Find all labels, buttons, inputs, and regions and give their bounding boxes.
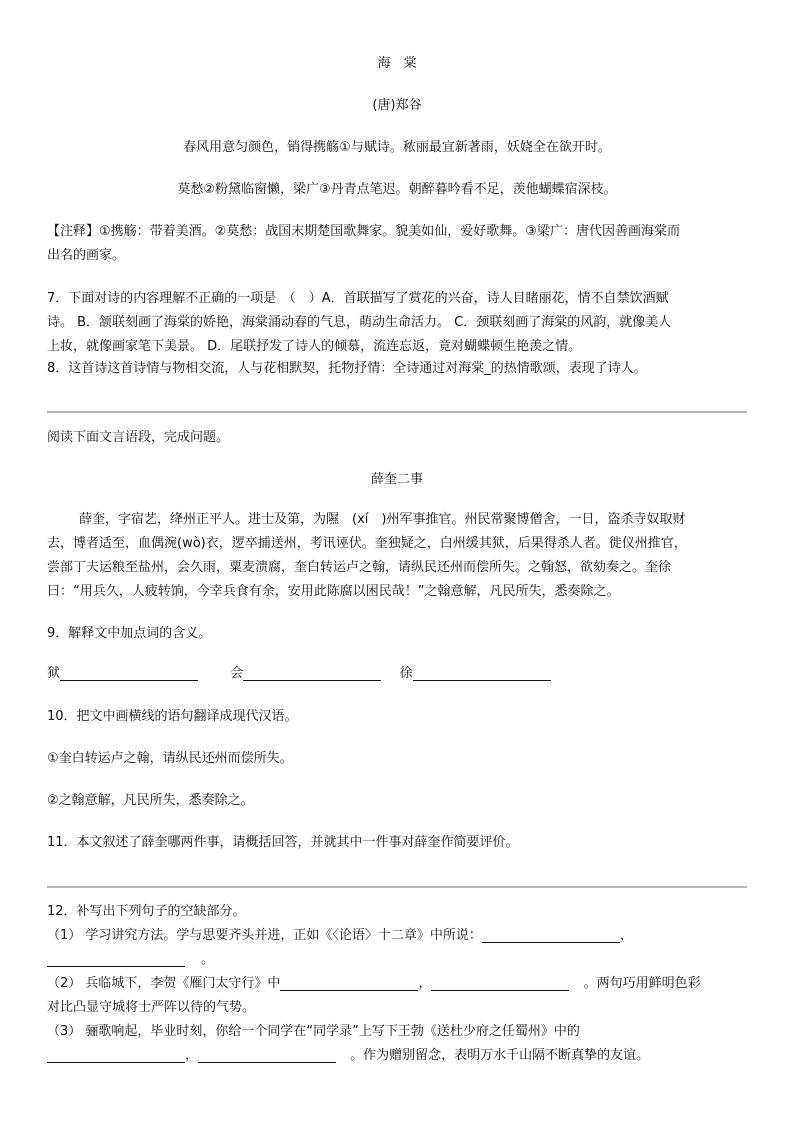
- question-7-line-2: 诗。 B．颔联刻画了海棠的娇艳，海棠涌动春的气息，萌动生命活力。 C．颈联刻画了海棠的风韵，就像美人: [47, 315, 672, 330]
- passage-line-3: 尝部丁夫运粮至盐州，会久雨，粟麦溃腐，奎白转运卢之翰，请纵民还州而偿所失。之翰怒，欲劾奏之。奎徐: [47, 560, 672, 575]
- reading-intro: 阅读下面文言语段，完成问题。: [47, 430, 230, 445]
- answer-blank-3b[interactable]: [198, 1048, 336, 1063]
- answer-blank-2b[interactable]: [431, 976, 569, 991]
- passage-line-2: 去，博者适至，血偶涴(wò)衣，逻卒捕送州，考讯诬伏。奎独疑之，白州缓其狱，后果得杀人者。徙仪州推官，: [47, 536, 687, 551]
- question-12-item-1-cont: [47, 948, 214, 967]
- question-12-item-2: [47, 972, 701, 991]
- answer-blank-3a[interactable]: [47, 1048, 185, 1063]
- item-2-label: （2）: [47, 976, 82, 991]
- passage-title: 薛奎二事: [370, 472, 423, 487]
- item-3-label: （3）: [47, 1024, 82, 1039]
- question-10-sentence-1: ①奎白转运卢之翰，请纵民还州而偿所失。: [47, 751, 293, 766]
- question-11: 11．本文叙述了薛奎哪两件事，请概括回答，并就其中一件事对薛奎作简要评价。: [47, 835, 519, 850]
- word-label-yu: 狱: [47, 666, 61, 681]
- comma: ，: [619, 928, 633, 943]
- poem-title: 海 棠: [377, 56, 417, 71]
- question-12-item-3: [47, 1020, 580, 1039]
- question-12: 12．补写出下列句子的空缺部分。: [47, 904, 246, 919]
- answer-blank-hui[interactable]: [243, 666, 381, 681]
- passage-line-4: 曰：“用兵久，人疲转饷，今幸兵食有余，安用此陈腐以困民哉！”之翰意解，凡民所失，悉奏除之。: [47, 584, 620, 599]
- question-9: 9．解释文中加点词的含义。: [47, 626, 212, 641]
- item-2-text: 兵临城下，李贺《雁门太守行》中: [85, 976, 281, 991]
- section-divider-2: [47, 886, 747, 888]
- poem-line-2: 莫愁②粉黛临窗懒，梁广③丹青点笔迟。朝醉暮吟看不足，羡他蝴蝶宿深枝。: [177, 182, 617, 197]
- comma: ，: [418, 976, 432, 991]
- question-7-line-1: 7．下面对诗的内容理解不正确的一项是 （ ）A．首联描写了赏花的兴奋，诗人目睹丽花，情不自禁饮酒赋: [47, 291, 669, 306]
- question-12-item-2-cont: 对比凸显守城将士严阵以待的气势。: [47, 1000, 256, 1015]
- question-12-item-3-cont: [47, 1044, 649, 1063]
- poem-author: (唐)郑谷: [372, 98, 422, 113]
- poem-line-1: 春风用意匀颜色，销得携觞①与赋诗。秾丽最宜新著雨，妖娆全在欲开时。: [183, 140, 611, 155]
- item-1-text: 学习讲究方法。学与思要齐头并进，正如《〈论语〉十二章》中所说：: [85, 928, 482, 943]
- passage-line-1: 薛奎，字宿艺，绛州正平人。进士及第，为隰 (xí )州军事推官。州民常聚博僧舍，一日，盗杀寺奴取财: [79, 512, 686, 527]
- period: 。: [201, 952, 215, 967]
- item-3-text: 骊歌响起，毕业时刻，你给一个同学在“同学录”上写下王勃《送杜少府之任蜀州》中的: [85, 1024, 580, 1039]
- item-1-label: （1）: [47, 928, 82, 943]
- section-divider-1: [47, 411, 747, 413]
- question-9-answers: [47, 662, 551, 681]
- word-label-xu: 徐: [399, 666, 413, 681]
- question-12-item-1: [47, 924, 633, 943]
- poem-note-line-2: 出名的画家。: [47, 248, 126, 263]
- answer-blank-1a[interactable]: [482, 928, 620, 943]
- answer-blank-xu[interactable]: [413, 666, 551, 681]
- poem-note-line-1: 【注释】①携觞：带着美酒。②莫愁：战国末期楚国歌舞家。貌美如仙，爱好歌舞。③梁广：唐代因善画海棠而: [47, 224, 680, 239]
- question-10-sentence-2: ②之翰意解，凡民所失，悉奏除之。: [47, 793, 254, 808]
- answer-blank-2a[interactable]: [280, 976, 418, 991]
- question-7-line-3: 上妆，就像画家笔下美景。 D．尾联抒发了诗人的倾慕，流连忘返，竟对蝴蝶顿生艳羡之情。: [47, 339, 582, 354]
- comma: ，: [185, 1048, 199, 1063]
- item-2-tail: 。两句巧用鲜明色彩: [583, 976, 701, 991]
- answer-blank-yu[interactable]: [60, 666, 198, 681]
- item-3-tail: 。作为赠别留念，表明万水千山隔不断真挚的友谊。: [350, 1048, 650, 1063]
- question-10: 10．把文中画横线的语句翻译成现代汉语。: [47, 709, 298, 724]
- question-8: 8．这首诗这首诗情与物相交流，人与花相默契，托物抒情：全诗通过对海棠_的热情歌颂，表现了诗人。: [47, 361, 647, 376]
- word-label-hui: 会: [230, 666, 244, 681]
- answer-blank-1b[interactable]: [47, 952, 185, 967]
